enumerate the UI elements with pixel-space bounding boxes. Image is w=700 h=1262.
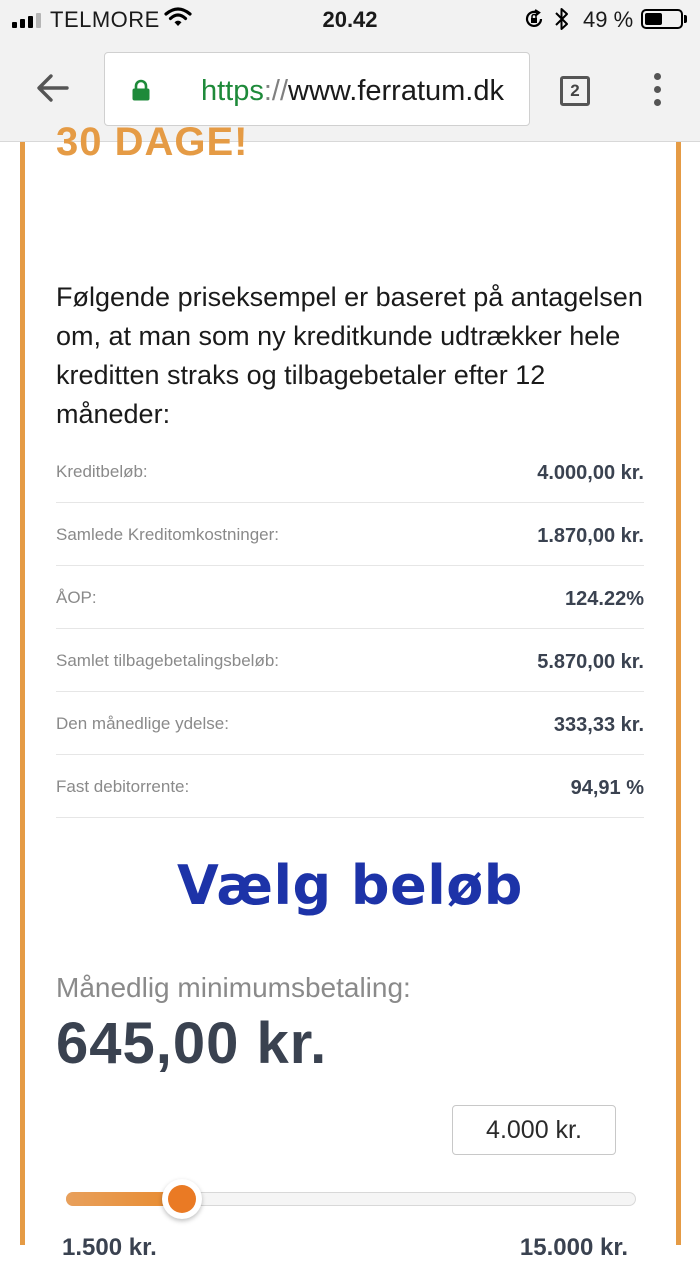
price-row-value: 333,33 kr. [553, 714, 644, 736]
frame-border-right [676, 142, 681, 1245]
price-row-label: Kreditbeløb: [56, 462, 148, 481]
price-example-intro: Følgende priseksempel er baseret på antagelsen om, at man som ny kreditkunde udtrækker hele kreditten straks og tilbagebetaler efter 12 måneder: [56, 282, 643, 429]
price-row-label: Samlede Kreditomkostninger: [56, 525, 280, 544]
battery-tip [684, 15, 687, 23]
slider-thumb[interactable] [162, 1179, 202, 1219]
carrier-name: TELMORE [50, 7, 160, 32]
min-payment-value: 645,00 kr. [56, 1011, 328, 1076]
back-arrow-icon[interactable] [34, 72, 70, 109]
lock-icon [131, 79, 151, 106]
price-row-label: Fast debitorrente: [56, 777, 190, 796]
price-row-value: 5.870,00 kr. [537, 651, 644, 673]
price-row-label: ÅOP: [56, 588, 97, 607]
tabs-icon[interactable]: 2 [560, 76, 590, 106]
slider-max-label: 15.000 kr. [519, 1234, 628, 1261]
price-table [56, 440, 644, 818]
overflow-menu-icon[interactable] [654, 73, 661, 106]
url-host: www.ferratum.dk [288, 75, 504, 107]
price-row-value: 124.22% [565, 588, 644, 610]
bluetooth-icon [554, 6, 570, 37]
page-heading: 30 DAGE! [56, 120, 249, 164]
slider-min-label: 1.500 kr. [62, 1234, 157, 1261]
price-row [56, 629, 644, 692]
url-separator: :// [263, 75, 289, 107]
clock: 20.42 [322, 7, 378, 32]
amount-slider[interactable] [66, 1192, 636, 1206]
price-row-value: 1.870,00 kr. [537, 525, 644, 547]
price-row-label: Den månedlige ydelse: [56, 714, 229, 733]
url-text [201, 75, 504, 108]
url-scheme: https [201, 75, 264, 107]
status-bar [0, 0, 700, 40]
price-row [56, 503, 644, 566]
battery-percentage: 49 % [583, 7, 634, 32]
choose-amount-title: Vælg beløb [177, 854, 523, 917]
rotation-lock-icon [522, 7, 546, 36]
price-row-value: 94,91 % [570, 777, 644, 799]
price-row-label: Samlet tilbagebetalingsbeløb: [56, 651, 280, 670]
price-row [56, 755, 644, 818]
web-page [0, 120, 700, 1261]
price-row [56, 566, 644, 629]
min-payment-label: Månedlig minimumsbetaling: [56, 972, 411, 1003]
price-row [56, 440, 644, 503]
address-bar[interactable] [104, 52, 530, 126]
battery-icon [641, 9, 683, 29]
price-row-value: 4.000,00 kr. [537, 462, 644, 484]
price-row [56, 692, 644, 755]
amount-input[interactable]: 4.000 kr. [452, 1105, 616, 1155]
frame-border-left [20, 142, 25, 1245]
